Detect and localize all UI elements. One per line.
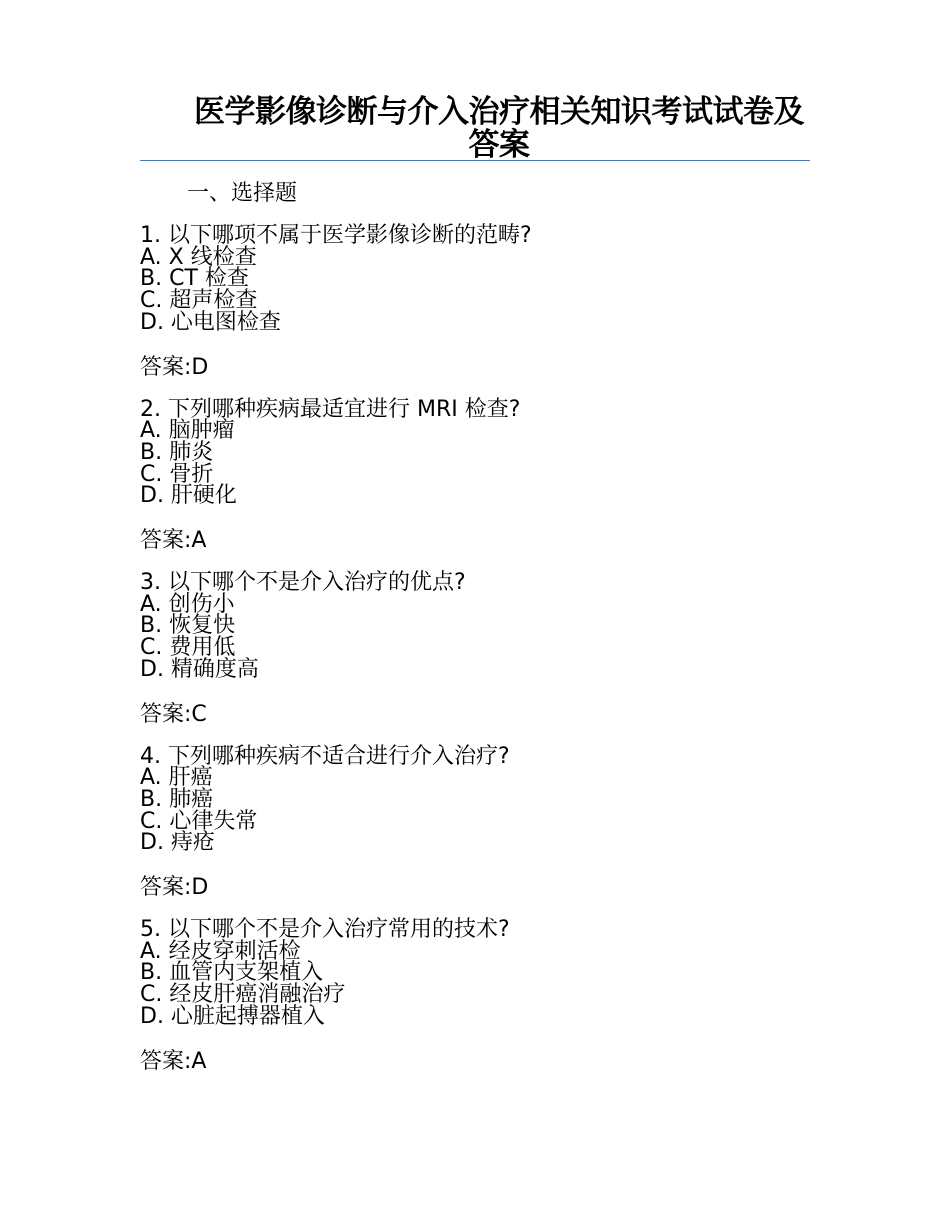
question-stem: 2. 下列哪种疾病最适宜进行 MRI 检查? bbox=[140, 396, 521, 422]
option-d: D. 肝硬化 bbox=[140, 483, 237, 509]
option-a: A. 脑肿瘤 bbox=[140, 418, 235, 444]
question-1 bbox=[140, 225, 810, 382]
answer-line: 答案:A bbox=[140, 1048, 207, 1074]
question-stem: 3. 以下哪个不是介入治疗的优点? bbox=[140, 570, 466, 596]
question-5 bbox=[140, 919, 810, 1076]
option-b: B. 肺炎 bbox=[140, 439, 214, 465]
answer-line: 答案:D bbox=[140, 354, 209, 380]
option-a: A. 肝癌 bbox=[140, 765, 213, 791]
document-title: 医学影像诊断与介入治疗相关知识考试试卷及答案 bbox=[194, 94, 804, 163]
option-a: A. 经皮穿刺活检 bbox=[140, 938, 301, 964]
option-d: D. 痔疮 bbox=[140, 830, 215, 856]
option-d: D. 心电图检查 bbox=[140, 309, 281, 335]
answer-line: 答案:C bbox=[140, 701, 207, 727]
option-b: B. CT 检查 bbox=[140, 266, 249, 292]
option-c: C. 心律失常 bbox=[140, 808, 258, 834]
option-c: C. 骨折 bbox=[140, 461, 214, 487]
answer-line: 答案:D bbox=[140, 875, 209, 901]
option-b: B. 恢复快 bbox=[140, 613, 236, 639]
option-d: D. 精确度高 bbox=[140, 656, 259, 682]
question-2 bbox=[140, 396, 810, 556]
option-a: A. X 线检查 bbox=[140, 244, 257, 270]
option-d: D. 心脏起搏器植入 bbox=[140, 1003, 325, 1029]
question-stem: 1. 以下哪项不属于医学影像诊断的范畴? bbox=[140, 223, 532, 248]
option-b: B. 肺癌 bbox=[140, 786, 214, 812]
section-heading: 一、选择题 bbox=[187, 181, 298, 206]
question-4 bbox=[140, 743, 810, 903]
option-c: C. 经皮肝癌消融治疗 bbox=[140, 982, 346, 1008]
question-list bbox=[140, 225, 810, 1093]
option-c: C. 超声检查 bbox=[140, 288, 258, 314]
option-c: C. 费用低 bbox=[140, 635, 236, 661]
option-a: A. 创伤小 bbox=[140, 591, 235, 617]
question-stem: 5. 以下哪个不是介入治疗常用的技术? bbox=[140, 917, 510, 943]
question-stem: 4. 下列哪种疾病不适合进行介入治疗? bbox=[140, 743, 510, 769]
question-3 bbox=[140, 572, 810, 729]
option-b: B. 血管内支架植入 bbox=[140, 960, 324, 986]
answer-line: 答案:A bbox=[140, 528, 207, 554]
title-divider bbox=[140, 160, 810, 161]
